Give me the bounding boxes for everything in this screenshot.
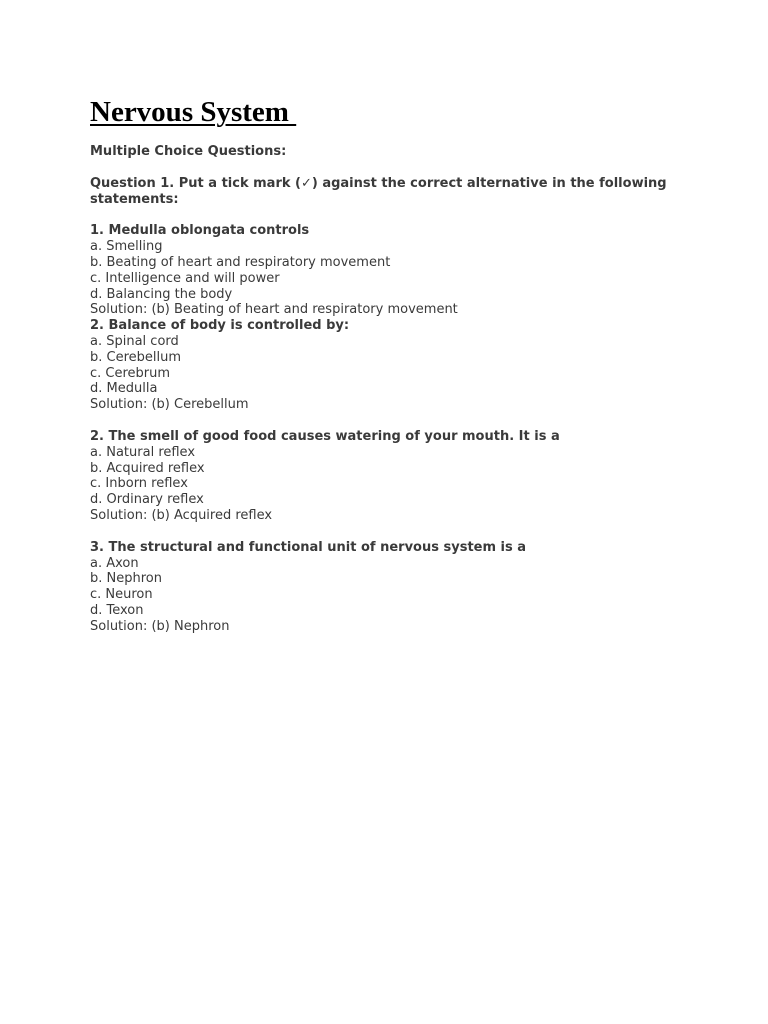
spacer	[90, 524, 710, 540]
question-title: 2. Balance of body is controlled by:	[90, 318, 350, 334]
answer-option: a. Natural reflex	[90, 444, 196, 460]
answer-option: d. Balancing the body	[90, 286, 233, 302]
spacer	[90, 413, 710, 429]
spacer	[90, 207, 710, 223]
spacer	[90, 160, 710, 176]
answer-option: d. Texon	[90, 602, 144, 618]
answer-option: c. Intelligence and will power	[90, 270, 280, 286]
answer-option: b. Cerebellum	[90, 349, 182, 365]
question-instruction: Question 1. Put a tick mark (✓) against the correct alternative in the following statements:	[90, 175, 667, 207]
page-title: Nervous System	[90, 96, 297, 128]
question-title: 3. The structural and functional unit of nervous system is a	[90, 539, 527, 555]
answer-option: b. Nephron	[90, 571, 162, 587]
answer-option: d. Ordinary reflex	[90, 492, 204, 508]
question-title: 2. The smell of good food causes watering of your mouth. It is a	[90, 428, 560, 444]
answer-option: a. Axon	[90, 555, 139, 571]
question-block	[90, 540, 710, 635]
answer-option: d. Medulla	[90, 381, 158, 397]
section-subtitle: Multiple Choice Questions:	[90, 144, 287, 159]
question-title: 1. Medulla oblongata controls	[90, 223, 310, 239]
solution-text: Solution: (b) Nephron	[90, 618, 230, 634]
question-block	[90, 429, 710, 524]
document-body	[90, 96, 710, 635]
question-block	[90, 318, 710, 413]
solution-text: Solution: (b) Acquired reflex	[90, 507, 273, 523]
answer-option: a. Spinal cord	[90, 333, 179, 349]
answer-option: b. Beating of heart and respiratory movement	[90, 254, 391, 270]
answer-option: b. Acquired reflex	[90, 460, 205, 476]
answer-option: c. Inborn reflex	[90, 476, 188, 492]
answer-option: a. Smelling	[90, 239, 163, 255]
answer-option: c. Cerebrum	[90, 365, 171, 381]
solution-text: Solution: (b) Cerebellum	[90, 397, 249, 413]
answer-option: c. Neuron	[90, 587, 153, 603]
question-block	[90, 223, 710, 318]
solution-text: Solution: (b) Beating of heart and respiratory movement	[90, 302, 458, 318]
